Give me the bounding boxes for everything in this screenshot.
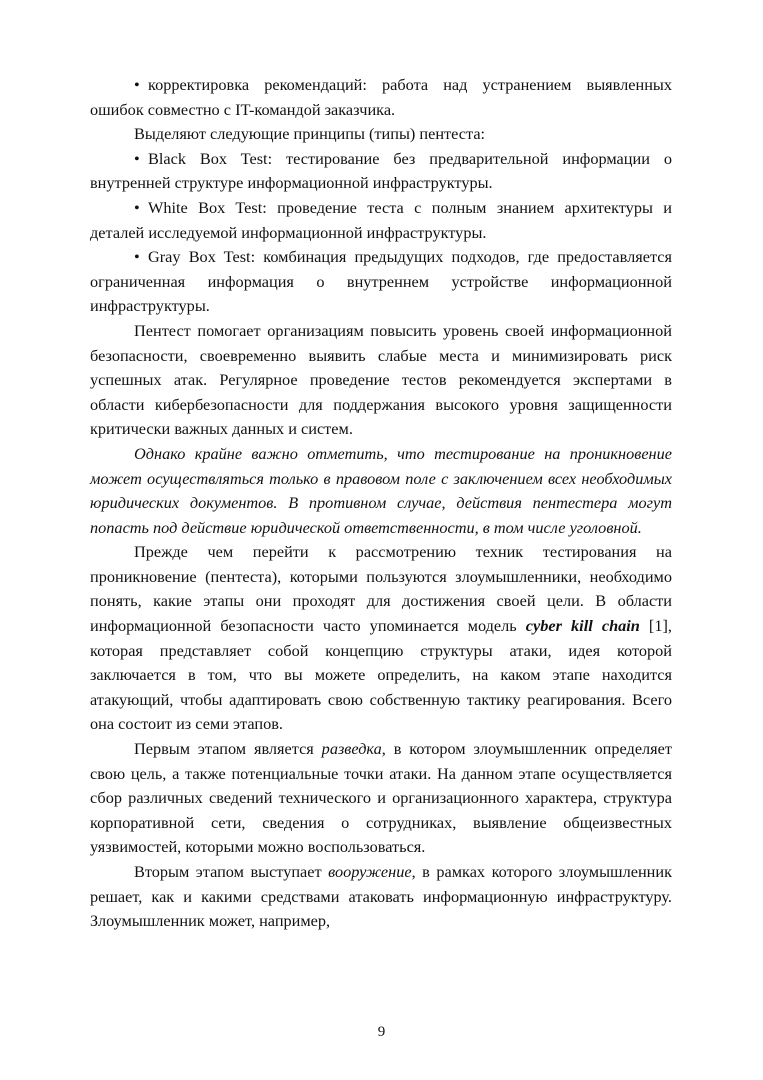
paragraph-legal-note: Однако крайне важно отметить, что тестирование на проникновение может осуществляться только в правовом поле с заключением всех необходимых юридических документов. В противном случае, действия пентестера могут попасть под действие юридической ответственности, в том числе уголовной. [90, 443, 672, 537]
list-item [90, 73, 672, 122]
list-item-text: Black Box Test: тестирование без предварительной информации о внутренней структуре информационной инфраструктуры. [90, 148, 672, 193]
text-segment: Прежде чем перейти к рассмотрению техник тестирования на проникновение (пентеста), которыми пользуются злоумышленники, необходимо понять, какие этапы они проходят для достижения своей цели. В области информационной безопасности часто упоминается модель [90, 542, 672, 636]
page-number: 9 [377, 1024, 386, 1040]
text-segment: , в рамках которого злоумышленник решает, как и какими средствами атаковать информационную инфраструктуру. Злоумышленник может, например, [90, 862, 672, 931]
list-item-text: White Box Test: проведение теста с полным знанием архитектуры и деталей исследуемой информационной инфраструктуры. [90, 197, 672, 242]
term-cyber-kill-chain: cyber kill chain [525, 616, 640, 636]
list-item-text: корректировка рекомендаций: работа над устранением выявленных ошибок совместно с IT-командой заказчика. [90, 75, 672, 119]
term-weaponization: вооружение [328, 862, 412, 881]
bullet-icon: • [134, 197, 140, 217]
list-item-text: Gray Box Test: комбинация предыдущих подходов, где предоставляется ограниченная информация о внутреннем устройстве информационной инфраструктуры. [90, 247, 672, 316]
bullet-icon: • [134, 148, 140, 168]
document-page [90, 73, 672, 934]
text-segment: Первым этапом является [134, 739, 322, 759]
text-segment: [1], которая представляет собой концепцию структуры атаки, идея которой заключается в том, что вы можете определить, на каком этапе находится атакующий, чтобы адаптировать свою собственную тактику реагирования. Всего она состоит из семи этапов. [90, 616, 672, 734]
paragraph-reconnaissance [90, 737, 672, 860]
list-item [90, 245, 672, 319]
paragraph-pentest: Пентест помогает организациям повысить уровень своей информационной безопасности, своевременно выявить слабые места и минимизировать риск успешных атак. Регулярное проведение тестов рекомендуется экспертами в области кибербезопасности для поддержания высокого уровня защищенности критически важных данных и систем. [90, 320, 672, 439]
paragraph-weaponization [90, 860, 672, 934]
text-segment: Вторым этапом выступает [134, 862, 329, 881]
text-segment: , в котором злоумышленник определяет свою цель, а также потенциальные точки атаки. На данном этапе осуществляется сбор различных сведений технического и организационного характера, структура корпоративной сети, сведения о сотрудниках, выявление общеизвестных уязвимостей, которыми можно воспользоваться. [90, 739, 673, 857]
term-reconnaissance: разведка [321, 739, 382, 759]
paragraph-kill-chain [90, 540, 672, 737]
list-item [90, 147, 672, 196]
paragraph-principles-intro: Выделяют следующие принципы (типы) пентеста: [134, 124, 486, 144]
list-item [90, 196, 672, 245]
bullet-icon: • [134, 247, 140, 267]
bullet-icon: • [134, 75, 140, 94]
